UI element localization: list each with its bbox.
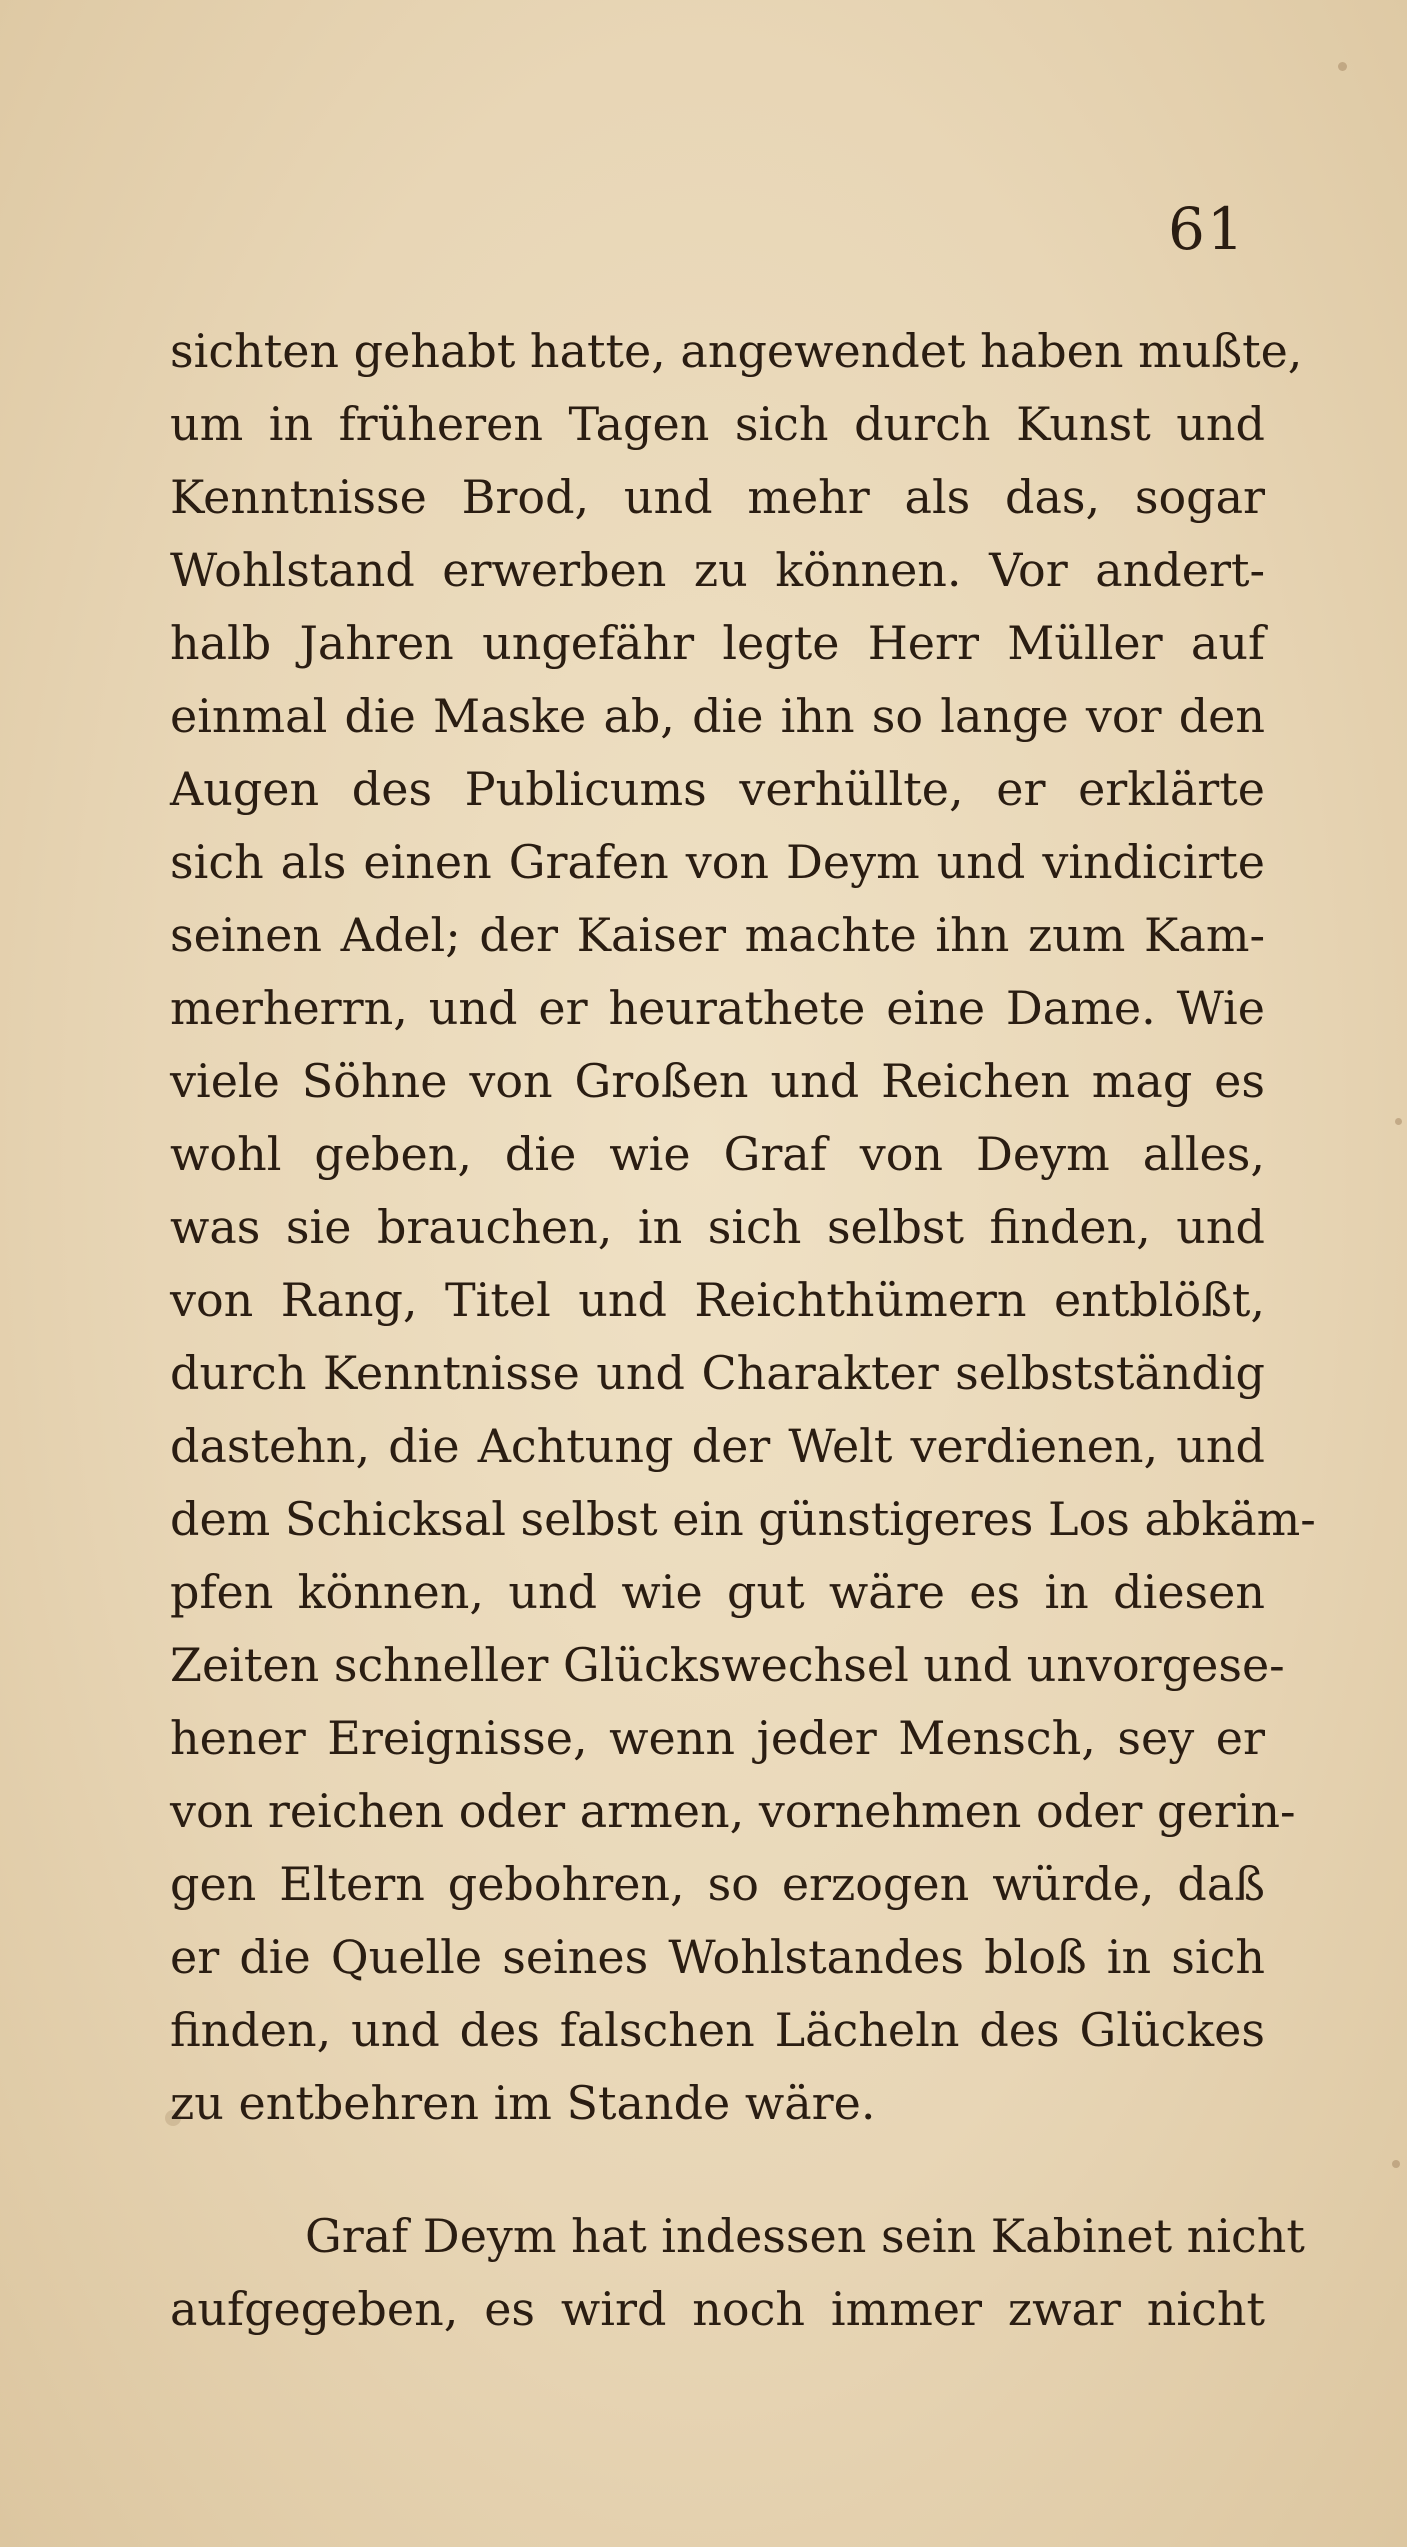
text-line: Graf Deym hat indessen sein Kabinet nicht (305, 2209, 1305, 2263)
text-line: einmal die Maske ab, die ihn so lange vor den (170, 689, 1265, 743)
text-line: pfen können, und wie gut wäre es in diesen (170, 1565, 1265, 1619)
paragraph-2 (170, 2200, 1305, 2346)
paragraph-gap (170, 2140, 1265, 2200)
text-line: viele Söhne von Großen und Reichen mag es (170, 1054, 1265, 1108)
text-line: gen Eltern gebohren, so erzogen würde, daß (170, 1857, 1265, 1911)
text-line: zu entbehren im Stande wäre. (170, 2076, 876, 2130)
paper-speck (1338, 62, 1347, 71)
text-line: dem Schicksal selbst ein günstigeres Los abkäm- (170, 1492, 1316, 1546)
text-line: sich als einen Grafen von Deym und vindicirte (170, 835, 1265, 889)
text-line: Kenntnisse Brod, und mehr als das, sogar (170, 470, 1265, 524)
text-line: Augen des Publicums verhüllte, er erklärte (170, 762, 1265, 816)
text-line: Zeiten schneller Glückswechsel und unvorgese- (170, 1638, 1285, 1692)
text-line: hener Ereignisse, wenn jeder Mensch, sey er (170, 1711, 1265, 1765)
text-line: sichten gehabt hatte, angewendet haben mußte, (170, 324, 1303, 378)
page-number: 61 (1168, 195, 1246, 263)
text-body (170, 315, 1316, 2346)
text-line: aufgegeben, es wird noch immer zwar nicht (170, 2282, 1265, 2336)
paper-speck (1395, 1118, 1402, 1125)
text-line: halb Jahren ungefähr legte Herr Müller auf (170, 616, 1265, 670)
text-line: um in früheren Tagen sich durch Kunst und (170, 397, 1265, 451)
text-line: Wohlstand erwerben zu können. Vor andert- (170, 543, 1265, 597)
text-line: finden, und des falschen Lächeln des Glückes (170, 2003, 1265, 2057)
paragraph-1 (170, 315, 1316, 2140)
text-line: seinen Adel; der Kaiser machte ihn zum Kam- (170, 908, 1265, 962)
text-line: wohl geben, die wie Graf von Deym alles, (170, 1127, 1265, 1181)
text-line: merherrn, und er heurathete eine Dame. Wie (170, 981, 1265, 1035)
text-line: dastehn, die Achtung der Welt verdienen, und (170, 1419, 1265, 1473)
text-line: was sie brauchen, in sich selbst finden, und (170, 1200, 1265, 1254)
text-line: durch Kenntnisse und Charakter selbstständig (170, 1346, 1265, 1400)
text-line: von reichen oder armen, vornehmen oder gerin- (170, 1784, 1296, 1838)
text-line: er die Quelle seines Wohlstandes bloß in sich (170, 1930, 1265, 1984)
text-line: von Rang, Titel und Reichthümern entblößt, (170, 1273, 1265, 1327)
paper-speck (1392, 2160, 1400, 2168)
